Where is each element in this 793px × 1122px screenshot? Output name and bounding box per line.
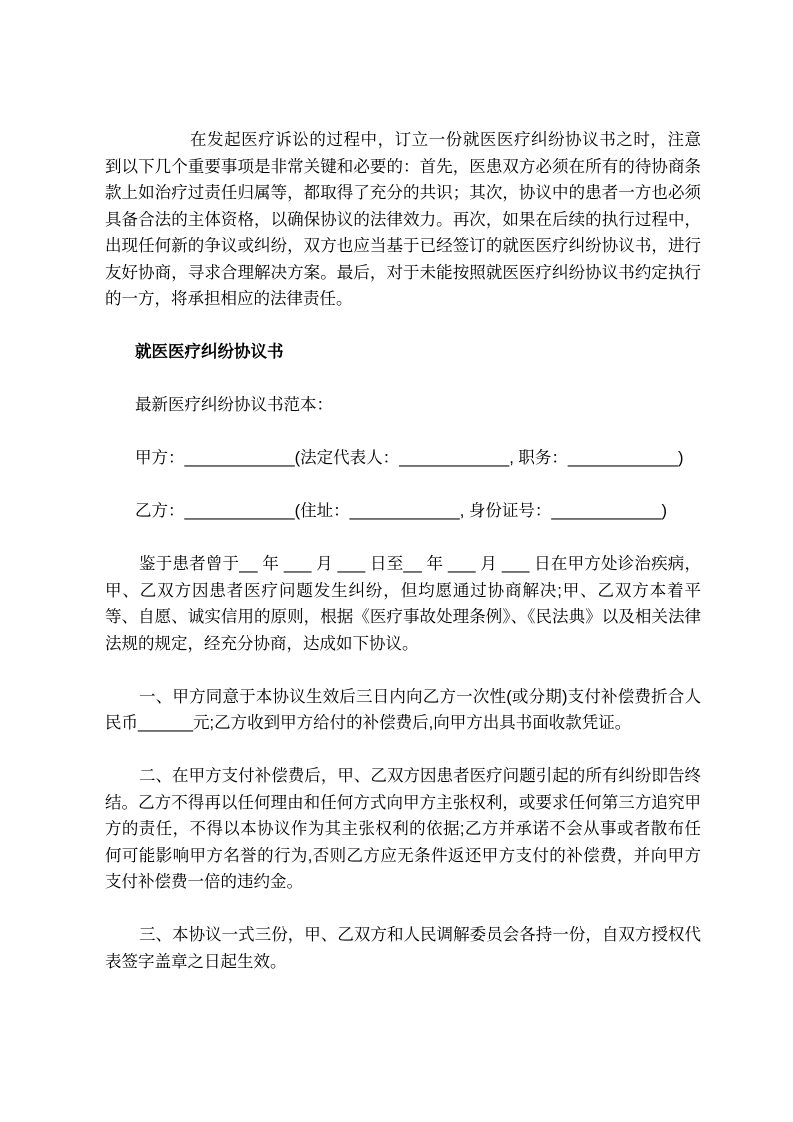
- clause-3-paragraph: 三、本协议一式三份，甲、乙双方和人民调解委员会各持一份，自双方授权代表签字盖章之日起生效。: [105, 926, 701, 971]
- document-title: 就医医疗纠纷协议书: [135, 343, 284, 361]
- whereas-paragraph: 鉴于患者曾于__ 年 ___ 月 ___ 日至__ 年 ___ 月 ___ 日在甲方处诊治疾病，甲、乙双方因患者医疗问题发生纠纷，但均愿通过协商解决;甲、乙双方本着平等、自愿、诚实信用的原则，根据《医疗事故处理条例》、《民法典》以及相关法律法规的规定，经充分协商，达成如下协议。: [105, 555, 701, 653]
- document-content: [105, 127, 701, 1002]
- party-b-line: 乙方：____________(住址：____________, 身份证号：____________): [135, 502, 668, 520]
- template-subtitle: 最新医疗纠纷协议书范本：: [135, 396, 333, 414]
- clause-2-paragraph: 二、在甲方支付补偿费后，甲、乙双方因患者医疗问题引起的所有纠纷即告终结。乙方不得再以任何理由和任何方式向甲方主张权利，或要求任何第三方追究甲方的责任，不得以本协议作为其主张权利的依据;乙方并承诺不会从事或者散布任何可能影响甲方名誉的行为,否则乙方应无条件返还甲方支付的补偿费，并向甲方支付补偿费一倍的违约金。: [105, 767, 701, 891]
- clause-1-paragraph: 一、甲方同意于本协议生效后三日内向乙方一次性(或分期)支付补偿费折合人民币______元;乙方收到甲方给付的补偿费后,向甲方出具书面收款凭证。: [105, 687, 701, 732]
- intro-paragraph: 在发起医疗诉讼的过程中，订立一份就医医疗纠纷协议书之时，注意到以下几个重要事项是非常关键和必要的：首先，医患双方必须在所有的待协商条款上如治疗过责任归属等，都取得了充分的共识；其次，协议中的患者一方也必须具备合法的主体资格，以确保协议的法律效力。再次，如果在后续的执行过程中，出现任何新的争议或纠纷，双方也应当基于已经签订的就医医疗纠纷协议书，进行友好协商，寻求合理解决方案。最后，对于未能按照就医医疗纠纷协议书约定执行的一方，将承担相应的法律责任。: [105, 131, 701, 308]
- party-a-line: 甲方：____________(法定代表人：____________, 职务：____________): [135, 449, 684, 467]
